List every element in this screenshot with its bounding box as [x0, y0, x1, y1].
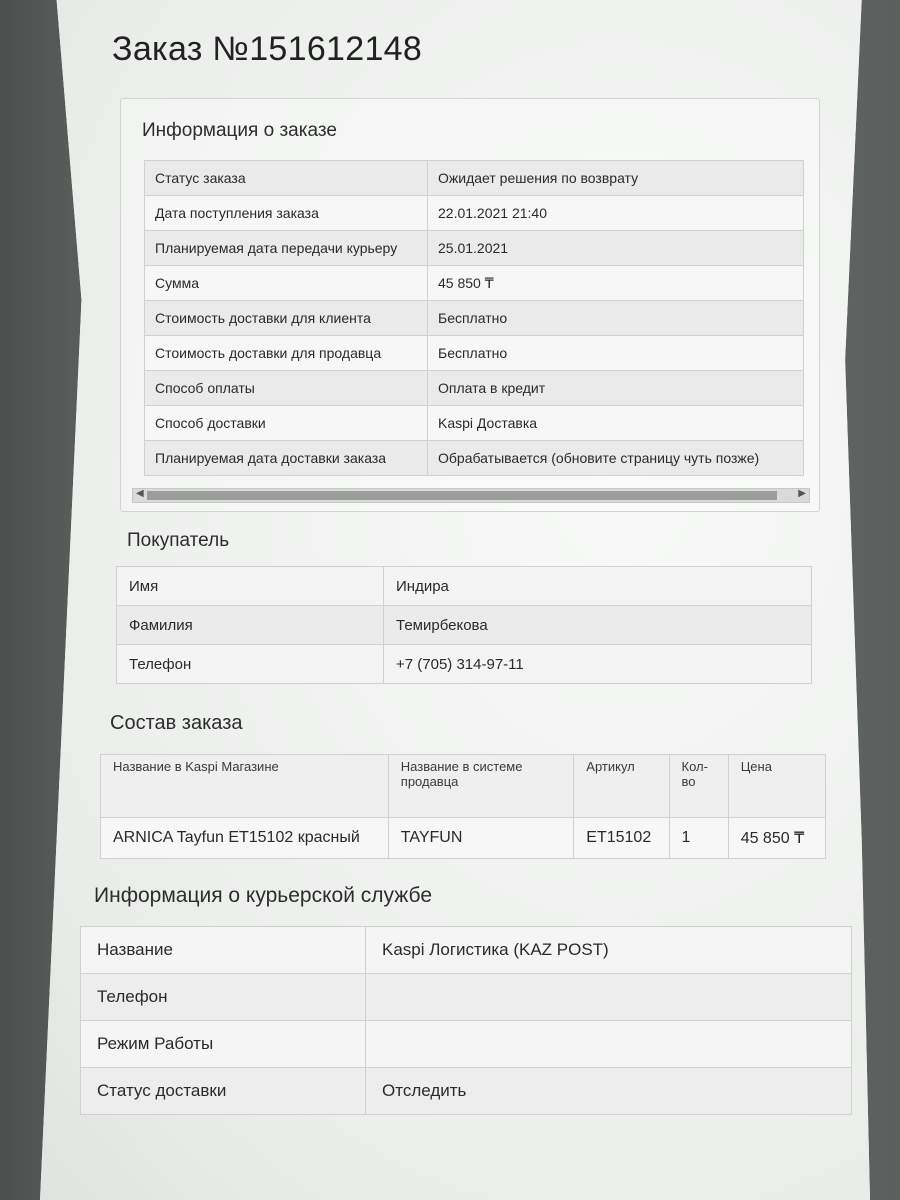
track-link[interactable]: Отследить — [366, 1068, 852, 1115]
arrow-right-icon[interactable]: ▶ — [798, 488, 806, 499]
table-row — [145, 371, 804, 406]
row-label: Способ доставки — [145, 406, 428, 441]
horizontal-scrollbar[interactable] — [132, 488, 810, 503]
table-row — [145, 441, 804, 476]
row-label: Планируемая дата передачи курьеру — [145, 231, 428, 266]
row-value: Kaspi Доставка — [428, 406, 804, 441]
row-value: Индира — [384, 567, 812, 606]
row-value: 25.01.2021 — [428, 231, 804, 266]
row-label: Стоимость доставки для клиента — [145, 301, 428, 336]
row-value: Темирбекова — [384, 606, 812, 645]
item-qty: 1 — [669, 818, 728, 859]
row-label: Дата поступления заказа — [145, 196, 428, 231]
row-value: Kaspi Логистика (KAZ POST) — [366, 927, 852, 974]
buyer-heading: Покупатель — [127, 530, 230, 551]
row-label: Имя — [117, 567, 384, 606]
row-value: 22.01.2021 21:40 — [428, 196, 804, 231]
row-label: Название — [81, 927, 366, 974]
col-seller-name: Название в системе продавца — [388, 755, 574, 818]
items-table — [100, 754, 826, 859]
item-kaspi-name: ARNICA Tayfun ET15102 красный — [101, 818, 389, 859]
table-row — [101, 818, 826, 859]
courier-heading: Информация о курьерской службе — [94, 884, 432, 907]
row-label: Способ оплаты — [145, 371, 428, 406]
order-info-heading: Информация о заказе — [142, 120, 337, 141]
row-value: 45 850 ₸ — [428, 266, 804, 301]
table-row — [145, 266, 804, 301]
row-label: Телефон — [117, 645, 384, 684]
row-label: Фамилия — [117, 606, 384, 645]
col-price: Цена — [728, 755, 825, 818]
row-label: Статус заказа — [145, 161, 428, 196]
item-sku: ET15102 — [574, 818, 669, 859]
table-row — [145, 301, 804, 336]
row-value: Бесплатно — [428, 336, 804, 371]
row-value: Оплата в кредит — [428, 371, 804, 406]
row-label: Сумма — [145, 266, 428, 301]
row-label: Стоимость доставки для продавца — [145, 336, 428, 371]
row-value: Ожидает решения по возврату — [428, 161, 804, 196]
page-title: Заказ №151612148 — [112, 30, 423, 68]
row-label: Планируемая дата доставки заказа — [145, 441, 428, 476]
row-label: Статус доставки — [81, 1068, 366, 1115]
col-kaspi-name: Название в Kaspi Магазине — [101, 755, 389, 818]
row-value: Бесплатно — [428, 301, 804, 336]
table-row — [145, 336, 804, 371]
col-qty: Кол-во — [669, 755, 728, 818]
row-label: Режим Работы — [81, 1021, 366, 1068]
buyer-table — [116, 566, 812, 684]
row-value — [366, 1021, 852, 1068]
table-row — [81, 1068, 852, 1115]
table-row — [145, 161, 804, 196]
arrow-left-icon[interactable]: ◀ — [136, 488, 144, 499]
table-row — [117, 567, 812, 606]
row-value: Обрабатывается (обновите страницу чуть позже) — [428, 441, 804, 476]
order-info-table — [144, 160, 804, 476]
table-row — [117, 645, 812, 684]
row-value: +7 (705) 314-97-11 — [384, 645, 812, 684]
row-label: Телефон — [81, 974, 366, 1021]
table-row — [145, 231, 804, 266]
table-row — [81, 927, 852, 974]
table-row — [117, 606, 812, 645]
col-sku: Артикул — [574, 755, 669, 818]
courier-table — [80, 926, 852, 1115]
table-row — [145, 196, 804, 231]
row-value — [366, 974, 852, 1021]
table-header-row — [101, 755, 826, 818]
table-row — [145, 406, 804, 441]
table-row — [81, 1021, 852, 1068]
item-seller-name: TAYFUN — [388, 818, 574, 859]
scrollbar-thumb[interactable] — [147, 491, 777, 500]
item-price: 45 850 ₸ — [728, 818, 825, 859]
table-row — [81, 974, 852, 1021]
items-heading: Состав заказа — [110, 712, 243, 734]
